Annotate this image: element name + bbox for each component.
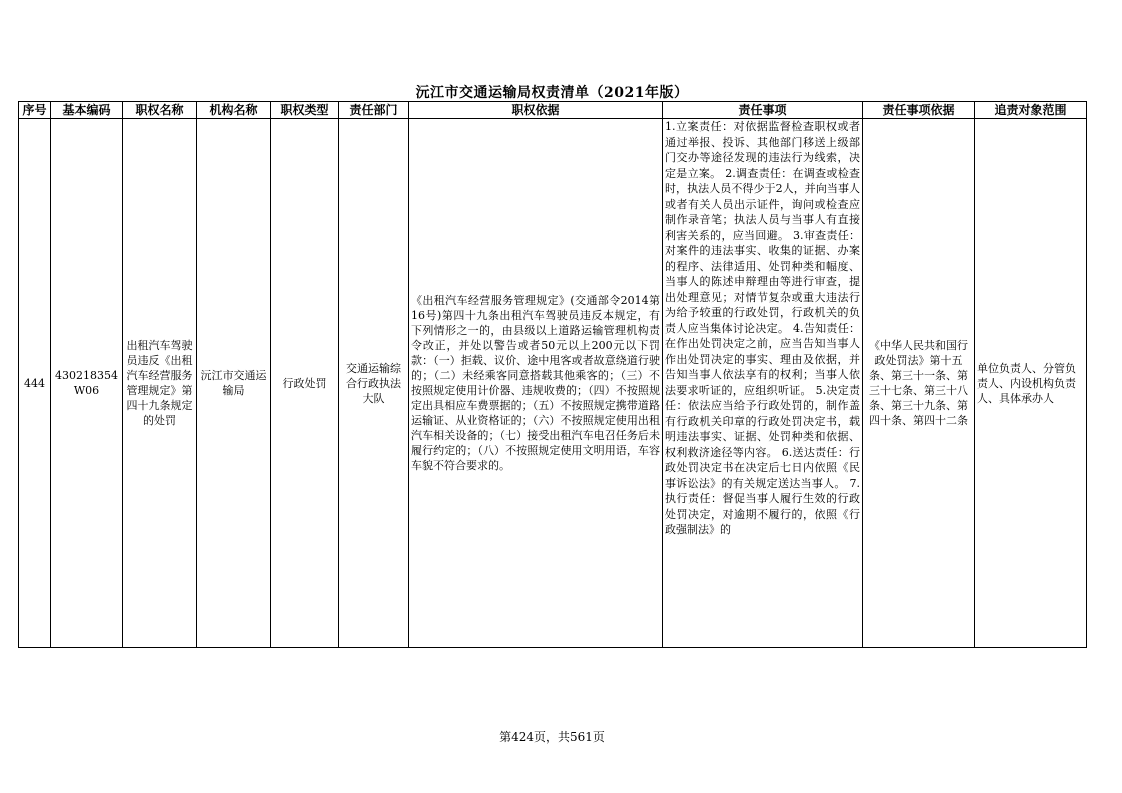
cell-seq: 444 [19,119,51,648]
table-row [19,119,1087,648]
cell-power-type: 行政处罚 [271,119,339,648]
page-number: 第424页，共561页 [499,730,605,744]
cell-duties [663,119,863,648]
header-basis: 职权依据 [409,102,663,119]
cell-code: 430218354W06 [51,119,123,648]
header-duties: 责任事项 [663,102,863,119]
header-duty-basis: 责任事项依据 [863,102,975,119]
cell-org-name: 沅江市交通运输局 [197,119,271,648]
cell-power-name: 出租汽车驾驶员违反《出租汽车经营服务管理规定》第四十九条规定的处罚 [123,119,197,648]
cell-basis: 《出租汽车经营服务管理规定》(交通部令2014第16号)第四十九条出租汽车驾驶员违反本规定，有下列情形之一的，由县级以上道路运输管理机构责令改正，并处以警告或者50元以上200元以下罚款：（一）拒载、议价、途中甩客或者故意绕道行驶的；（二）未经乘客同意搭载其他乘客的；（三）不按照规定使用计价器、违规收费的；（四）不按照规定出具相应车费票据的；（五）不按照规定携带道路运输证、从业资格证的；（六）不按照规定使用出租汽车相关设备的；（七）接受出租汽车电召任务后未履行约定的；（八）不按照规定使用文明用语，车容车貌不符合要求的。 [409,119,663,648]
responsibility-table [18,101,1087,648]
header-code: 基本编码 [51,102,123,119]
cell-liability: 单位负责人、分管负责人、内设机构负责人、具体承办人 [975,119,1087,648]
document-title: 沅江市交通运输局权责清单（2021年版） [415,85,689,101]
header-org-name: 机构名称 [197,102,271,119]
header-liability: 追责对象范围 [975,102,1087,119]
cell-duty-basis: 《中华人民共和国行政处罚法》第十五条、第三十一条、第三十七条、第三十八条、第三十九条、第四十条、第四十二条 [863,119,975,648]
header-seq: 序号 [19,102,51,119]
table-header-row [19,102,1087,119]
header-power-name: 职权名称 [123,102,197,119]
duties-text: 1.立案责任：对依据监督检查职权或者通过举报、投诉、其他部门移送上级部门交办等途径发现的违法行为线索，决定是立案。 2.调查责任：在调查或检查时，执法人员不得少于2人，并向当事人或者有关人员出示证件，询问或检查应制作录音笔；执法人员与当事人有直接利害关系的，应当回避。 3.审查责任：对案件的违法事实、收集的证据、办案的程序、法律适用、处罚种类和幅度、当事人的陈述申辩理由等进行审查，提出处理意见；对情节复杂或重大违法行为给予较重的行政处罚，行政机关的负责人应当集体讨论决定。 4.告知责任：在作出处罚决定之前，应当告知当事人作出处罚决定的事实、理由及依据，并告知当事人依法享有的权利；当事人依法要求听证的，应组织听证。 5.决定责任：依法应当给予行政处罚的，制作盖有行政机关印章的行政处罚决定书，载明违法事实、证据、处罚种类和依据、权利救济途径等内容。 6.送达责任：行政处罚决定书在决定后七日内依照《民事诉讼法》的有关规定送达当事人。 7.执行责任：督促当事人履行生效的行政处罚决定，对逾期不履行的，依照《行政强制法》的 [665,120,860,536]
header-power-type: 职权类型 [271,102,339,119]
cell-dept: 交通运输综合行政执法大队 [339,119,409,648]
header-dept: 责任部门 [339,102,409,119]
